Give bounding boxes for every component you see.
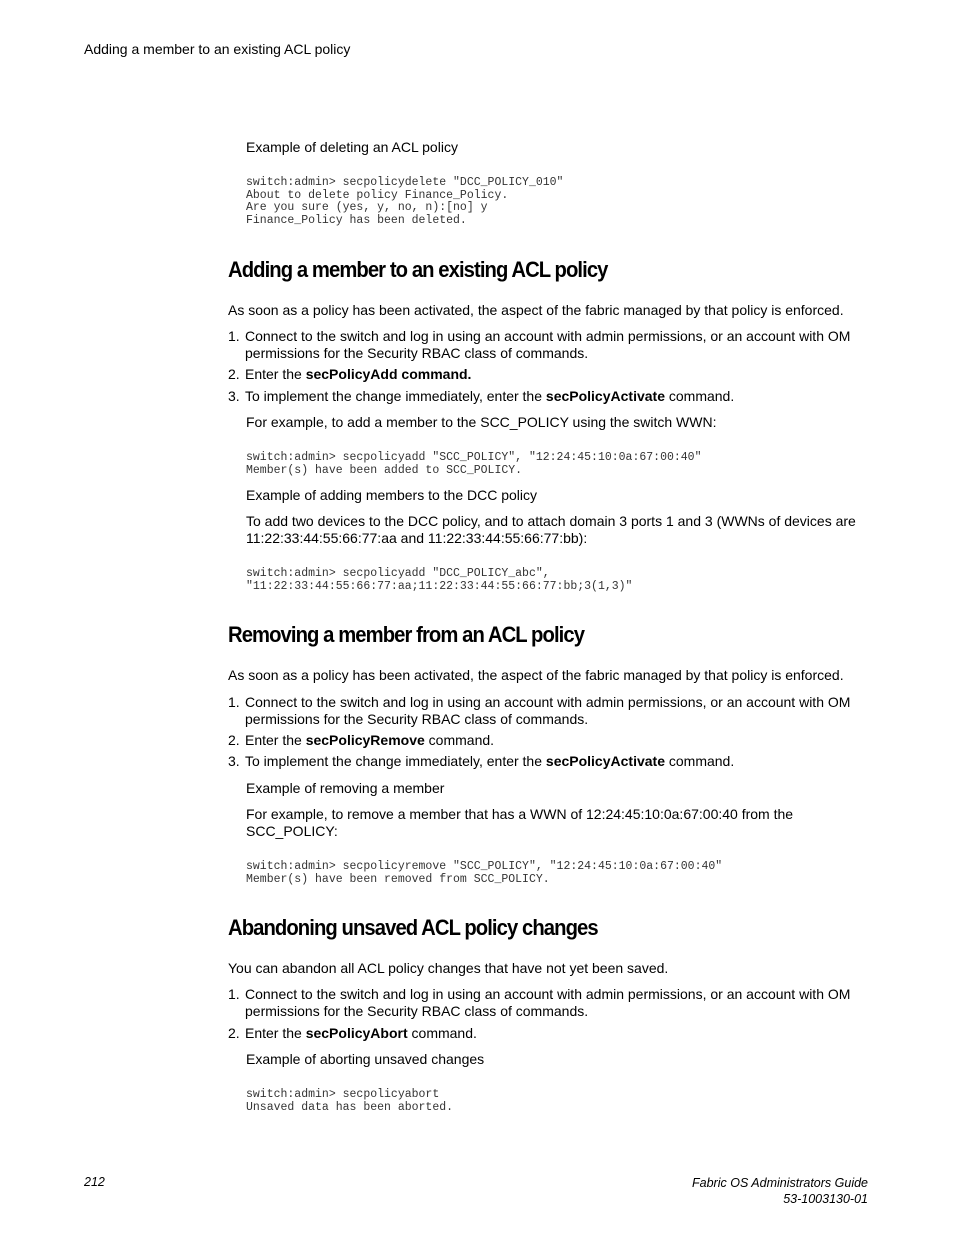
step-number: 1. [228,694,240,710]
step-text: Enter the secPolicyAdd command. [245,366,472,382]
command-name: secPolicyRemove [305,732,425,748]
code-block-add-scc: switch:admin> secpolicyadd "SCC_POLICY", "12:24:45:10:0a:67:00:40" Member(s) have been added to SCC_POLICY. [246,451,702,477]
step-item [228,986,868,1020]
command-name: secPolicyAbort [305,1025,408,1041]
code-block-add-dcc: switch:admin> secpolicyadd "DCC_POLICY_abc", "11:22:33:44:55:66:77:aa;11:22:33:44:55:66:77:bb;3(1,3)" [246,567,633,593]
code-block-delete: switch:admin> secpolicydelete "DCC_POLICY_010" About to delete policy Finance_Policy. Are you sure (yes, y, no, n):[no] y Finance_Policy has been deleted. [246,176,564,227]
step-text: Connect to the switch and log in using an account with admin permissions, or an account with OM permissions for the Security RBAC class of commands. [245,328,851,361]
step-number: 3. [228,388,240,404]
section-intro: As soon as a policy has been activated, the aspect of the fabric managed by that policy is enforced. [228,302,844,318]
example-text: For example, to remove a member that has a WWN of 12:24:45:10:0a:67:00:40 from the SCC_POLICY: [246,806,794,839]
step-text: Enter the secPolicyRemove command. [245,732,495,748]
step-number: 1. [228,328,240,344]
doc-number: 53-1003130-01 [783,1192,868,1206]
step-number: 3. [228,753,240,769]
step-item [228,1025,868,1042]
step-number: 1. [228,986,240,1002]
step-text: To implement the change immediately, enter the secPolicyActivate command. [245,388,735,404]
step-text: Connect to the switch and log in using an account with admin permissions, or an account with OM permissions for the Security RBAC class of commands. [245,986,851,1019]
example-text: For example, to add a member to the SCC_POLICY using the switch WWN: [246,414,717,430]
command-name: secPolicyActivate [545,753,665,769]
page-number: 212 [84,1175,105,1189]
command-name: secPolicyActivate [545,388,665,404]
step-text: To implement the change immediately, enter the secPolicyActivate command. [245,753,735,769]
example-caption: Example of removing a member [246,780,445,796]
step-item [228,388,868,405]
section-heading-abandoning-changes: Abandoning unsaved ACL policy changes [228,915,598,940]
guide-title: Fabric OS Administrators Guide [692,1176,868,1190]
step-item [228,694,868,728]
example-caption: Example of adding members to the DCC policy [246,487,538,503]
section-intro: You can abandon all ACL policy changes that have not yet been saved. [228,960,669,976]
step-number: 2. [228,366,240,382]
step-text: Enter the secPolicyAbort command. [245,1025,477,1041]
footer-doc-info [692,1175,868,1207]
example-caption: Example of aborting unsaved changes [246,1051,485,1067]
step-item [228,366,868,383]
command-name: secPolicyAdd [305,366,398,382]
step-text: Connect to the switch and log in using an account with admin permissions, or an account with OM permissions for the Security RBAC class of commands. [245,694,851,727]
step-number: 2. [228,1025,240,1041]
section-heading-removing-member: Removing a member from an ACL policy [228,622,585,647]
code-block-remove: switch:admin> secpolicyremove "SCC_POLICY", "12:24:45:10:0a:67:00:40" Member(s) have been removed from SCC_POLICY. [246,860,723,886]
step-number: 2. [228,732,240,748]
code-block-abort: switch:admin> secpolicyabort Unsaved data has been aborted. [246,1088,454,1114]
section-heading-adding-member: Adding a member to an existing ACL policy [228,257,608,282]
step-item [228,732,868,749]
step-item [228,753,868,770]
running-header: Adding a member to an existing ACL policy [84,41,351,57]
section-intro: As soon as a policy has been activated, the aspect of the fabric managed by that policy is enforced. [228,667,844,683]
example-caption-delete: Example of deleting an ACL policy [246,139,458,155]
step-item [228,328,868,362]
example-text: To add two devices to the DCC policy, and to attach domain 3 ports 1 and 3 (WWNs of devices are 11:22:33:44:55:66:77:aa and 11:22:33:44:55:66:77:bb): [246,513,856,546]
